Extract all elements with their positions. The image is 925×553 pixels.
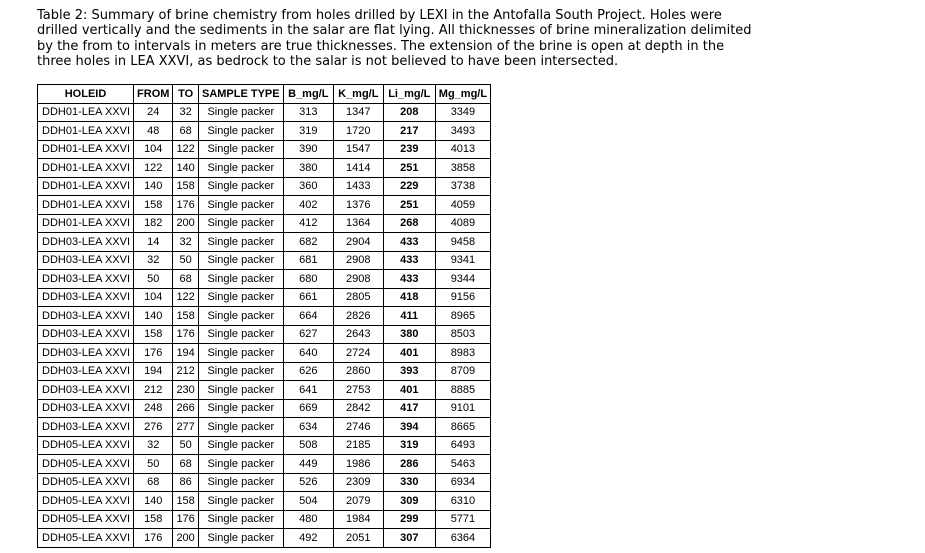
cell-potassium: 1986 bbox=[333, 455, 383, 474]
cell-boron: 681 bbox=[283, 251, 333, 270]
cell-holeid: DDH01-LEA XXVI bbox=[38, 214, 134, 233]
cell-holeid: DDH05-LEA XXVI bbox=[38, 510, 134, 529]
header-row bbox=[38, 85, 491, 104]
cell-magnesium: 6934 bbox=[435, 473, 490, 492]
cell-sample-type: Single packer bbox=[198, 455, 283, 474]
cell-potassium: 2860 bbox=[333, 362, 383, 381]
cell-sample-type: Single packer bbox=[198, 325, 283, 344]
cell-from: 32 bbox=[134, 251, 173, 270]
cell-lithium: 286 bbox=[383, 455, 435, 474]
cell-potassium: 1720 bbox=[333, 122, 383, 141]
cell-holeid: DDH03-LEA XXVI bbox=[38, 307, 134, 326]
cell-from: 104 bbox=[134, 288, 173, 307]
cell-magnesium: 6310 bbox=[435, 492, 490, 511]
brine-chemistry-table bbox=[37, 84, 491, 548]
cell-from: 50 bbox=[134, 270, 173, 289]
cell-from: 176 bbox=[134, 529, 173, 548]
cell-sample-type: Single packer bbox=[198, 270, 283, 289]
cell-lithium: 394 bbox=[383, 418, 435, 437]
header-magnesium: Mg_mg/L bbox=[435, 85, 490, 104]
table-row bbox=[38, 344, 491, 363]
table-row bbox=[38, 529, 491, 548]
cell-lithium: 433 bbox=[383, 270, 435, 289]
table-row bbox=[38, 122, 491, 141]
cell-potassium: 2309 bbox=[333, 473, 383, 492]
table-row bbox=[38, 307, 491, 326]
cell-lithium: 309 bbox=[383, 492, 435, 511]
cell-holeid: DDH03-LEA XXVI bbox=[38, 381, 134, 400]
header-to: TO bbox=[173, 85, 198, 104]
table-caption bbox=[37, 8, 797, 69]
cell-lithium: 401 bbox=[383, 381, 435, 400]
cell-boron: 627 bbox=[283, 325, 333, 344]
cell-potassium: 2724 bbox=[333, 344, 383, 363]
cell-boron: 508 bbox=[283, 436, 333, 455]
cell-boron: 480 bbox=[283, 510, 333, 529]
cell-sample-type: Single packer bbox=[198, 473, 283, 492]
cell-to: 176 bbox=[173, 196, 198, 215]
cell-boron: 504 bbox=[283, 492, 333, 511]
cell-from: 68 bbox=[134, 473, 173, 492]
cell-to: 32 bbox=[173, 103, 198, 122]
table-row bbox=[38, 473, 491, 492]
cell-from: 176 bbox=[134, 344, 173, 363]
cell-to: 50 bbox=[173, 436, 198, 455]
cell-potassium: 2904 bbox=[333, 233, 383, 252]
cell-sample-type: Single packer bbox=[198, 214, 283, 233]
cell-potassium: 2079 bbox=[333, 492, 383, 511]
cell-holeid: DDH03-LEA XXVI bbox=[38, 362, 134, 381]
cell-lithium: 251 bbox=[383, 196, 435, 215]
cell-from: 158 bbox=[134, 325, 173, 344]
cell-magnesium: 5771 bbox=[435, 510, 490, 529]
cell-from: 140 bbox=[134, 492, 173, 511]
cell-sample-type: Single packer bbox=[198, 140, 283, 159]
cell-holeid: DDH05-LEA XXVI bbox=[38, 455, 134, 474]
cell-lithium: 433 bbox=[383, 251, 435, 270]
table-row bbox=[38, 233, 491, 252]
cell-holeid: DDH03-LEA XXVI bbox=[38, 233, 134, 252]
cell-lithium: 239 bbox=[383, 140, 435, 159]
cell-to: 212 bbox=[173, 362, 198, 381]
table-row bbox=[38, 140, 491, 159]
cell-potassium: 2908 bbox=[333, 270, 383, 289]
cell-magnesium: 3858 bbox=[435, 159, 490, 178]
cell-sample-type: Single packer bbox=[198, 122, 283, 141]
cell-sample-type: Single packer bbox=[198, 344, 283, 363]
header-potassium: K_mg/L bbox=[333, 85, 383, 104]
cell-sample-type: Single packer bbox=[198, 288, 283, 307]
cell-sample-type: Single packer bbox=[198, 307, 283, 326]
cell-holeid: DDH05-LEA XXVI bbox=[38, 436, 134, 455]
cell-from: 140 bbox=[134, 177, 173, 196]
table-row bbox=[38, 103, 491, 122]
cell-from: 140 bbox=[134, 307, 173, 326]
cell-sample-type: Single packer bbox=[198, 196, 283, 215]
cell-boron: 626 bbox=[283, 362, 333, 381]
cell-boron: 492 bbox=[283, 529, 333, 548]
cell-from: 194 bbox=[134, 362, 173, 381]
table-body bbox=[38, 103, 491, 547]
cell-magnesium: 4013 bbox=[435, 140, 490, 159]
cell-lithium: 418 bbox=[383, 288, 435, 307]
table-row bbox=[38, 362, 491, 381]
cell-potassium: 2185 bbox=[333, 436, 383, 455]
cell-potassium: 1376 bbox=[333, 196, 383, 215]
cell-sample-type: Single packer bbox=[198, 510, 283, 529]
cell-magnesium: 9458 bbox=[435, 233, 490, 252]
cell-boron: 313 bbox=[283, 103, 333, 122]
cell-sample-type: Single packer bbox=[198, 103, 283, 122]
caption-line: three holes in LEA XXVI, as bedrock to the salar is not believed to have been intersected. bbox=[37, 53, 619, 69]
table-row bbox=[38, 177, 491, 196]
cell-magnesium: 8983 bbox=[435, 344, 490, 363]
cell-potassium: 2051 bbox=[333, 529, 383, 548]
cell-to: 122 bbox=[173, 288, 198, 307]
cell-lithium: 307 bbox=[383, 529, 435, 548]
cell-from: 48 bbox=[134, 122, 173, 141]
cell-from: 104 bbox=[134, 140, 173, 159]
cell-to: 32 bbox=[173, 233, 198, 252]
table-row bbox=[38, 196, 491, 215]
cell-boron: 319 bbox=[283, 122, 333, 141]
cell-potassium: 2753 bbox=[333, 381, 383, 400]
cell-holeid: DDH05-LEA XXVI bbox=[38, 473, 134, 492]
cell-to: 200 bbox=[173, 529, 198, 548]
cell-holeid: DDH03-LEA XXVI bbox=[38, 344, 134, 363]
cell-potassium: 1547 bbox=[333, 140, 383, 159]
cell-boron: 661 bbox=[283, 288, 333, 307]
cell-sample-type: Single packer bbox=[198, 418, 283, 437]
cell-magnesium: 4059 bbox=[435, 196, 490, 215]
cell-magnesium: 9101 bbox=[435, 399, 490, 418]
table-row bbox=[38, 270, 491, 289]
cell-to: 176 bbox=[173, 325, 198, 344]
table-header bbox=[38, 85, 491, 104]
cell-magnesium: 6493 bbox=[435, 436, 490, 455]
cell-lithium: 330 bbox=[383, 473, 435, 492]
cell-sample-type: Single packer bbox=[198, 399, 283, 418]
cell-sample-type: Single packer bbox=[198, 177, 283, 196]
cell-potassium: 2908 bbox=[333, 251, 383, 270]
cell-lithium: 217 bbox=[383, 122, 435, 141]
cell-lithium: 229 bbox=[383, 177, 435, 196]
cell-potassium: 2826 bbox=[333, 307, 383, 326]
cell-boron: 412 bbox=[283, 214, 333, 233]
cell-boron: 390 bbox=[283, 140, 333, 159]
cell-boron: 526 bbox=[283, 473, 333, 492]
cell-potassium: 2746 bbox=[333, 418, 383, 437]
cell-to: 68 bbox=[173, 455, 198, 474]
cell-magnesium: 8503 bbox=[435, 325, 490, 344]
caption-line: by the from to intervals in meters are true thicknesses. The extension of the brine is open at depth in the bbox=[37, 38, 725, 54]
cell-to: 200 bbox=[173, 214, 198, 233]
header-from: FROM bbox=[134, 85, 173, 104]
cell-holeid: DDH03-LEA XXVI bbox=[38, 270, 134, 289]
cell-magnesium: 8965 bbox=[435, 307, 490, 326]
cell-to: 277 bbox=[173, 418, 198, 437]
cell-from: 248 bbox=[134, 399, 173, 418]
cell-boron: 634 bbox=[283, 418, 333, 437]
cell-from: 122 bbox=[134, 159, 173, 178]
table-row bbox=[38, 510, 491, 529]
cell-lithium: 299 bbox=[383, 510, 435, 529]
cell-holeid: DDH03-LEA XXVI bbox=[38, 418, 134, 437]
cell-potassium: 1984 bbox=[333, 510, 383, 529]
cell-boron: 402 bbox=[283, 196, 333, 215]
cell-sample-type: Single packer bbox=[198, 381, 283, 400]
cell-holeid: DDH03-LEA XXVI bbox=[38, 325, 134, 344]
cell-to: 68 bbox=[173, 270, 198, 289]
cell-magnesium: 8709 bbox=[435, 362, 490, 381]
cell-sample-type: Single packer bbox=[198, 233, 283, 252]
cell-lithium: 433 bbox=[383, 233, 435, 252]
cell-potassium: 1414 bbox=[333, 159, 383, 178]
cell-sample-type: Single packer bbox=[198, 492, 283, 511]
cell-from: 212 bbox=[134, 381, 173, 400]
table-row bbox=[38, 325, 491, 344]
cell-holeid: DDH03-LEA XXVI bbox=[38, 399, 134, 418]
cell-to: 176 bbox=[173, 510, 198, 529]
cell-holeid: DDH01-LEA XXVI bbox=[38, 140, 134, 159]
cell-potassium: 1347 bbox=[333, 103, 383, 122]
cell-boron: 682 bbox=[283, 233, 333, 252]
cell-from: 50 bbox=[134, 455, 173, 474]
cell-magnesium: 5463 bbox=[435, 455, 490, 474]
cell-to: 158 bbox=[173, 492, 198, 511]
cell-lithium: 380 bbox=[383, 325, 435, 344]
cell-boron: 360 bbox=[283, 177, 333, 196]
cell-lithium: 393 bbox=[383, 362, 435, 381]
cell-magnesium: 3738 bbox=[435, 177, 490, 196]
cell-magnesium: 4089 bbox=[435, 214, 490, 233]
cell-to: 230 bbox=[173, 381, 198, 400]
cell-lithium: 208 bbox=[383, 103, 435, 122]
table-row bbox=[38, 436, 491, 455]
cell-from: 32 bbox=[134, 436, 173, 455]
cell-sample-type: Single packer bbox=[198, 529, 283, 548]
table-row bbox=[38, 418, 491, 437]
table-row bbox=[38, 381, 491, 400]
header-holeid: HOLEID bbox=[38, 85, 134, 104]
cell-potassium: 2643 bbox=[333, 325, 383, 344]
cell-holeid: DDH01-LEA XXVI bbox=[38, 122, 134, 141]
cell-holeid: DDH05-LEA XXVI bbox=[38, 529, 134, 548]
cell-to: 50 bbox=[173, 251, 198, 270]
cell-to: 266 bbox=[173, 399, 198, 418]
table-row bbox=[38, 288, 491, 307]
cell-holeid: DDH01-LEA XXVI bbox=[38, 196, 134, 215]
cell-holeid: DDH05-LEA XXVI bbox=[38, 492, 134, 511]
cell-magnesium: 9156 bbox=[435, 288, 490, 307]
cell-boron: 680 bbox=[283, 270, 333, 289]
cell-holeid: DDH01-LEA XXVI bbox=[38, 103, 134, 122]
cell-from: 276 bbox=[134, 418, 173, 437]
cell-magnesium: 3349 bbox=[435, 103, 490, 122]
cell-from: 158 bbox=[134, 196, 173, 215]
cell-boron: 380 bbox=[283, 159, 333, 178]
table-row bbox=[38, 492, 491, 511]
cell-from: 14 bbox=[134, 233, 173, 252]
cell-boron: 449 bbox=[283, 455, 333, 474]
cell-magnesium: 9341 bbox=[435, 251, 490, 270]
cell-to: 158 bbox=[173, 177, 198, 196]
cell-to: 158 bbox=[173, 307, 198, 326]
cell-boron: 640 bbox=[283, 344, 333, 363]
cell-potassium: 2805 bbox=[333, 288, 383, 307]
cell-holeid: DDH01-LEA XXVI bbox=[38, 159, 134, 178]
cell-lithium: 417 bbox=[383, 399, 435, 418]
table-row bbox=[38, 159, 491, 178]
cell-holeid: DDH01-LEA XXVI bbox=[38, 177, 134, 196]
cell-boron: 664 bbox=[283, 307, 333, 326]
cell-sample-type: Single packer bbox=[198, 159, 283, 178]
cell-magnesium: 8885 bbox=[435, 381, 490, 400]
header-boron: B_mg/L bbox=[283, 85, 333, 104]
cell-to: 86 bbox=[173, 473, 198, 492]
cell-to: 68 bbox=[173, 122, 198, 141]
cell-magnesium: 8665 bbox=[435, 418, 490, 437]
cell-lithium: 268 bbox=[383, 214, 435, 233]
cell-potassium: 2842 bbox=[333, 399, 383, 418]
table-row bbox=[38, 251, 491, 270]
caption-line: drilled vertically and the sediments in the salar are flat lying. All thicknesses of brine mineralization delimited bbox=[37, 23, 752, 39]
cell-from: 158 bbox=[134, 510, 173, 529]
header-sample-type: SAMPLE TYPE bbox=[198, 85, 283, 104]
table-row bbox=[38, 214, 491, 233]
caption-line: Table 2: Summary of brine chemistry from holes drilled by LEXI in the Antofalla South Project. Holes were bbox=[37, 8, 722, 23]
cell-from: 182 bbox=[134, 214, 173, 233]
cell-lithium: 251 bbox=[383, 159, 435, 178]
cell-sample-type: Single packer bbox=[198, 436, 283, 455]
cell-magnesium: 3493 bbox=[435, 122, 490, 141]
cell-holeid: DDH03-LEA XXVI bbox=[38, 288, 134, 307]
cell-to: 194 bbox=[173, 344, 198, 363]
cell-sample-type: Single packer bbox=[198, 251, 283, 270]
cell-to: 122 bbox=[173, 140, 198, 159]
cell-magnesium: 9344 bbox=[435, 270, 490, 289]
cell-boron: 669 bbox=[283, 399, 333, 418]
cell-to: 140 bbox=[173, 159, 198, 178]
header-lithium: Li_mg/L bbox=[383, 85, 435, 104]
table-row bbox=[38, 399, 491, 418]
cell-potassium: 1433 bbox=[333, 177, 383, 196]
cell-holeid: DDH03-LEA XXVI bbox=[38, 251, 134, 270]
cell-lithium: 319 bbox=[383, 436, 435, 455]
cell-boron: 641 bbox=[283, 381, 333, 400]
cell-sample-type: Single packer bbox=[198, 362, 283, 381]
table-row bbox=[38, 455, 491, 474]
cell-from: 24 bbox=[134, 103, 173, 122]
cell-magnesium: 6364 bbox=[435, 529, 490, 548]
cell-potassium: 1364 bbox=[333, 214, 383, 233]
cell-lithium: 411 bbox=[383, 307, 435, 326]
cell-lithium: 401 bbox=[383, 344, 435, 363]
